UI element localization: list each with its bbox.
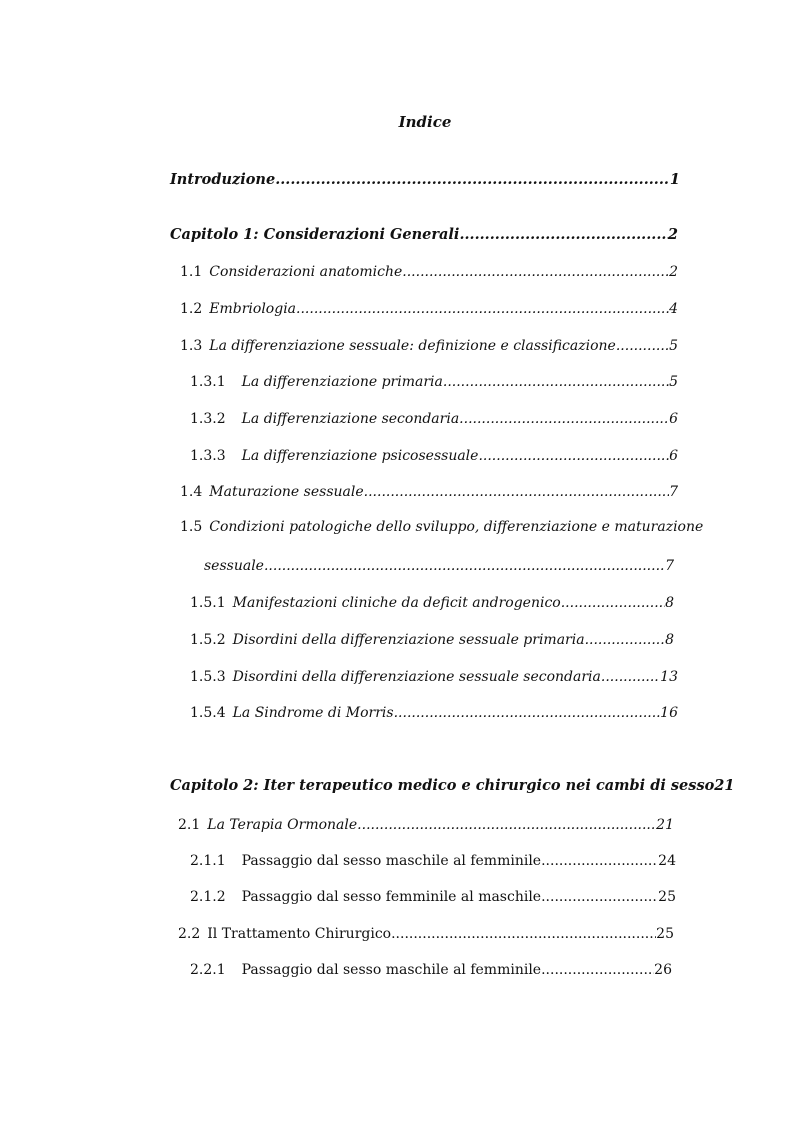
toc-entry-number: 1.3 bbox=[180, 338, 203, 354]
toc-entry-label: Embriologia bbox=[209, 301, 297, 317]
toc-entry-page: 5 bbox=[669, 338, 678, 354]
toc-entry-1-3[interactable] bbox=[180, 336, 678, 356]
toc-entry-number: 1.4 bbox=[180, 484, 203, 500]
toc-entry-1-5-4[interactable] bbox=[190, 703, 678, 723]
toc-entry-2-1[interactable] bbox=[178, 815, 674, 835]
toc-entry-page: 21 bbox=[714, 777, 735, 794]
toc-leader-dots bbox=[394, 703, 661, 723]
toc-entry-number: 2.2.1 bbox=[190, 962, 226, 978]
toc-entry-page: 16 bbox=[660, 705, 678, 721]
toc-entry-page: 25 bbox=[656, 926, 674, 942]
toc-leader-dots bbox=[443, 372, 669, 392]
toc-entry-label: Maturazione sessuale bbox=[209, 484, 364, 500]
toc-entry-page: 1 bbox=[669, 171, 680, 188]
toc-leader-dots bbox=[275, 170, 670, 190]
toc-entry-page: 7 bbox=[665, 558, 674, 574]
toc-entry-page: 7 bbox=[669, 484, 678, 500]
toc-entry-1-1[interactable] bbox=[180, 262, 678, 282]
toc-entry-page: 2 bbox=[667, 226, 678, 243]
toc-leader-dots bbox=[357, 815, 656, 835]
toc-entry-number: 1.2 bbox=[180, 301, 203, 317]
toc-entry-label: Disordini della differenziazione sessuale primaria bbox=[232, 632, 585, 648]
toc-entry-number: 1.5.2 bbox=[190, 632, 226, 648]
toc-entry-label: La Sindrome di Morris bbox=[232, 705, 394, 721]
toc-leader-dots bbox=[541, 851, 658, 871]
toc-entry-2-1-2[interactable] bbox=[190, 887, 676, 907]
toc-entry-label: Capitolo 2: Iter terapeutico medico e chirurgico nei cambi di sesso bbox=[170, 777, 715, 794]
toc-entry-2-2[interactable] bbox=[178, 924, 674, 944]
toc-entry-number: 1.3.2 bbox=[190, 411, 226, 427]
toc-entry-label: Considerazioni anatomiche bbox=[209, 264, 403, 280]
toc-entry-1-5-2[interactable] bbox=[190, 630, 674, 650]
toc-entry-label: Passaggio dal sesso femminile al maschile bbox=[241, 889, 542, 905]
toc-entry-number: 2.1.1 bbox=[190, 853, 226, 869]
toc-entry-number: 1.5.3 bbox=[190, 669, 226, 685]
toc-entry-label: Passaggio dal sesso maschile al femminile bbox=[241, 962, 542, 978]
toc-entry-1-4[interactable] bbox=[180, 482, 678, 502]
toc-entry-1-5[interactable] bbox=[204, 556, 674, 576]
toc-entry-page: 2 bbox=[669, 264, 678, 280]
toc-entry-2-1-1[interactable] bbox=[190, 851, 676, 871]
toc-entry-label-cont: sessuale bbox=[204, 558, 264, 574]
toc-entry-capitolo-1[interactable] bbox=[170, 225, 678, 245]
toc-entry-page: 13 bbox=[660, 669, 678, 685]
toc-leader-dots bbox=[616, 336, 669, 356]
toc-leader-dots bbox=[296, 299, 669, 319]
toc-entry-1-2[interactable] bbox=[180, 299, 678, 319]
toc-leader-dots bbox=[601, 667, 660, 687]
toc-entry-number: 1.3.1 bbox=[190, 374, 226, 390]
toc-leader-dots bbox=[364, 482, 669, 502]
toc-leader-dots bbox=[541, 960, 654, 980]
toc-entry-label: La differenziazione sessuale: definizione e classificazione bbox=[209, 338, 616, 354]
toc-entry-label: Passaggio dal sesso maschile al femminile bbox=[241, 853, 542, 869]
toc-entry-label: Introduzione bbox=[170, 171, 276, 188]
toc-entry-number: 1.1 bbox=[180, 264, 203, 280]
toc-entry-page: 8 bbox=[665, 632, 674, 648]
toc-leader-dots bbox=[478, 446, 669, 466]
toc-entry-label: Il Trattamento Chirurgico bbox=[207, 926, 392, 942]
toc-entry-1-5-first-line[interactable] bbox=[180, 519, 703, 535]
toc-entry-number: 1.5 bbox=[180, 519, 203, 535]
toc-entry-1-3-2[interactable] bbox=[190, 409, 678, 429]
toc-entry-capitolo-2[interactable] bbox=[170, 776, 735, 796]
toc-entry-page: 4 bbox=[669, 301, 678, 317]
toc-entry-2-2-1[interactable] bbox=[190, 960, 672, 980]
page-title: Indice bbox=[398, 113, 452, 131]
toc-leader-dots bbox=[264, 556, 665, 576]
toc-entry-1-3-1[interactable] bbox=[190, 372, 678, 392]
toc-entry-page: 26 bbox=[654, 962, 672, 978]
toc-entry-number: 2.1 bbox=[178, 817, 201, 833]
toc-entry-number: 2.2 bbox=[178, 926, 201, 942]
toc-leader-dots bbox=[459, 225, 667, 245]
toc-entry-1-5-3[interactable] bbox=[190, 667, 678, 687]
toc-entry-1-5-1[interactable] bbox=[190, 593, 674, 613]
toc-entry-page: 24 bbox=[658, 853, 676, 869]
toc-leader-dots bbox=[459, 409, 669, 429]
toc-entry-label: Disordini della differenziazione sessuale secondaria bbox=[232, 669, 601, 685]
toc-entry-label: La Terapia Ormonale bbox=[207, 817, 358, 833]
toc-entry-label: Condizioni patologiche dello sviluppo, differenziazione e maturazione bbox=[209, 519, 704, 535]
toc-entry-introduzione[interactable] bbox=[170, 170, 680, 190]
toc-entry-page: 21 bbox=[656, 817, 674, 833]
toc-entry-label: Manifestazioni cliniche da deficit androgenico bbox=[232, 595, 561, 611]
toc-entry-label: La differenziazione primaria bbox=[241, 374, 443, 390]
toc-entry-page: 25 bbox=[658, 889, 676, 905]
toc-entry-1-3-3[interactable] bbox=[190, 446, 678, 466]
toc-entry-number: 1.5.4 bbox=[190, 705, 226, 721]
toc-entry-label: Capitolo 1: Considerazioni Generali bbox=[170, 226, 460, 243]
toc-entry-page: 6 bbox=[669, 448, 678, 464]
toc-entry-number: 2.1.2 bbox=[190, 889, 226, 905]
toc-leader-dots bbox=[561, 593, 665, 613]
toc-entry-page: 6 bbox=[669, 411, 678, 427]
toc-leader-dots bbox=[585, 630, 666, 650]
toc-entry-number: 1.3.3 bbox=[190, 448, 226, 464]
toc-entry-page: 8 bbox=[665, 595, 674, 611]
toc-leader-dots bbox=[402, 262, 669, 282]
toc-entry-number: 1.5.1 bbox=[190, 595, 226, 611]
toc-leader-dots bbox=[391, 924, 656, 944]
toc-leader-dots bbox=[541, 887, 658, 907]
toc-entry-page: 5 bbox=[669, 374, 678, 390]
toc-entry-label: La differenziazione psicosessuale bbox=[241, 448, 479, 464]
toc-entry-label: La differenziazione secondaria bbox=[241, 411, 460, 427]
